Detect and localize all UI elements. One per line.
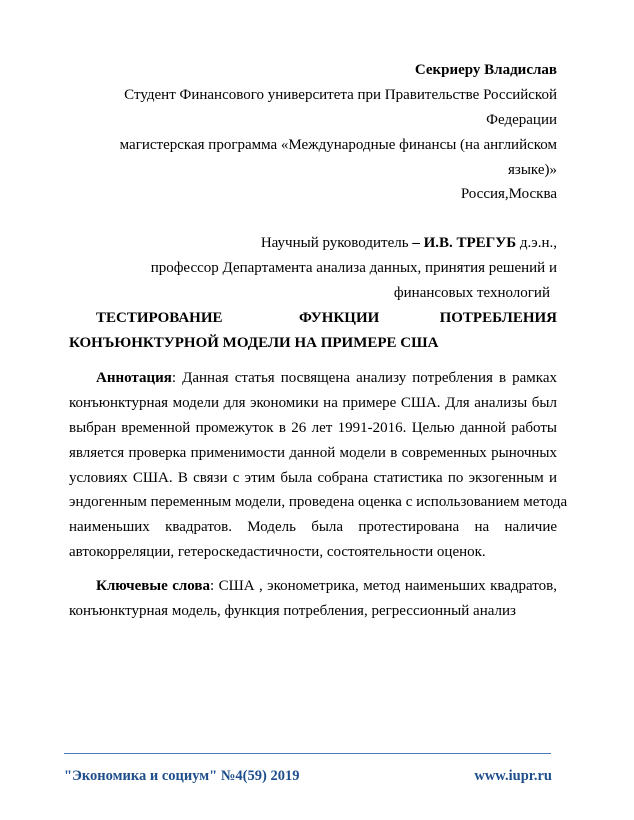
- supervisor-name: – И.В. ТРЕГУБ: [412, 235, 517, 251]
- abstract-line1-rest: : Данная статья посвящена анализу потребления в рамках: [171, 370, 557, 386]
- title-word-1: ТЕСТИРОВАНИЕ: [96, 310, 223, 326]
- abstract-line-1: [96, 370, 557, 387]
- author-program-line2: языке)»: [508, 162, 557, 178]
- supervisor-prefix: Научный руководитель: [260, 235, 413, 251]
- abstract-label: Аннотация: [96, 370, 172, 386]
- author-program-line1: магистерская программа «Международные финансы (на английском: [119, 137, 557, 153]
- keywords-line-1: [96, 578, 557, 595]
- abstract-line-5: условиях США. В связи с этим была собрана статистика по экзогенным и: [69, 470, 557, 486]
- footer-site-link[interactable]: www.iupr.ru: [474, 768, 552, 784]
- abstract-line-7: наименьших квадратов. Модель была протестирована на наличие: [69, 519, 557, 535]
- abstract-line-3: выбран временной промежуток в 26 лет 1991-2016. Целью данной работы: [69, 420, 557, 436]
- author-name: Секриеру Владислав: [414, 62, 557, 78]
- title-word-3: ПОТРЕБЛЕНИЯ: [439, 310, 557, 326]
- footer-divider: [64, 753, 551, 754]
- keywords-line1-rest: : США , эконометрика, метод наименьших квадратов,: [210, 578, 557, 594]
- title-line-2: КОНЪЮНКТУРНОЙ МОДЕЛИ НА ПРИМЕРЕ США: [69, 335, 439, 351]
- title-word-2: ФУНКЦИИ: [299, 310, 380, 326]
- supervisor-position-line1: профессор Департамента анализа данных, принятия решений и: [150, 260, 557, 276]
- supervisor-position-line2: финансовых технологий: [393, 285, 550, 301]
- author-affiliation-line2: Федерации: [486, 112, 557, 128]
- author-affiliation-line1: Студент Финансового университета при Правительстве Российской: [124, 87, 557, 103]
- abstract-line-6: эндогенным переменным модели, проведена оценка с использованием метода: [69, 494, 568, 510]
- author-location: Россия,Москва: [460, 186, 557, 202]
- abstract-line-4: является проверка применимости данной модели в современных рыночных: [69, 445, 557, 461]
- supervisor-line: [261, 235, 557, 252]
- supervisor-degree: д.э.н.,: [516, 235, 557, 251]
- abstract-line-8: автокорреляции, гетероскедастичности, состоятельности оценок.: [69, 544, 486, 560]
- keywords-line-2: конъюнктурная модель, функция потребления, регрессионный анализ: [69, 603, 516, 619]
- abstract-line-2: конъюнктурная модели для экономики на примере США. Для анализы был: [69, 395, 557, 411]
- keywords-label: Ключевые слова: [96, 578, 210, 594]
- footer-journal: "Экономика и социум" №4(59) 2019: [64, 768, 300, 784]
